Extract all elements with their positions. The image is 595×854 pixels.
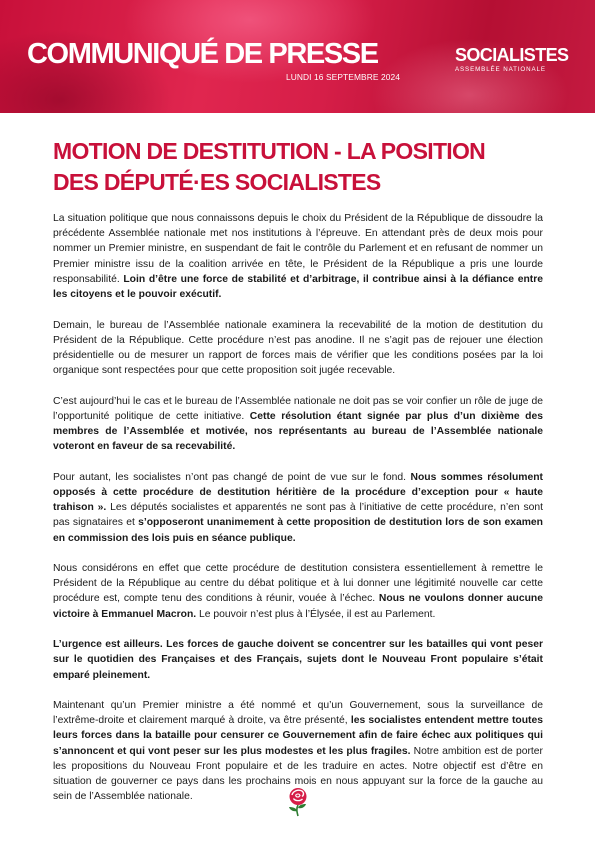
paragraph-bold: L’urgence est ailleurs. Les forces de gauche doivent se concentrer sur les batailles qui vont peser sur le quotidien des Françaises et des Français, sujets dont le Nouveau Front populaire s’était emparé pleinement. bbox=[53, 639, 543, 681]
paragraph-text: Maintenant qu’un Premier ministre a été nommé et qu’un Gouvernement, sous la surveillance de l’extrême-droite et clairement marqué à droite, va être présenté, bbox=[53, 700, 543, 727]
paragraph-text: C’est aujourd’hui le cas et le bureau de l’Assemblée nationale ne doit pas se voir confier un rôle de juge de l’opportunité politique de cette initiative. bbox=[53, 395, 543, 422]
paragraph-bold: Nous ne voulons donner aucune victoire à Emmanuel Macron. bbox=[53, 593, 543, 620]
paragraph-6 bbox=[53, 637, 543, 683]
headline-line-2: DES DÉPUTÉ·ES SOCIALISTES bbox=[53, 169, 381, 195]
press-release-date: LUNDI 16 SEPTEMBRE 2024 bbox=[285, 72, 400, 82]
paragraph-4 bbox=[53, 470, 543, 546]
header-banner bbox=[0, 0, 595, 113]
logo-subtitle: ASSEMBLÉE NATIONALE bbox=[455, 66, 546, 73]
socialistes-logo bbox=[455, 46, 575, 73]
paragraph-text: La situation politique que nous connaissons depuis le choix du Président de la République de dissoudre la précédente Assemblée nationale met nos institutions à l’épreuve. En attendant près de deux mois pour nommer un Premier ministre, en suspendant de fait le contrôle du Parlement et en refusant de nommer un Premier ministre issu de la coalition arrivée en tête, le Président de la République a pris une lourde responsabilité. bbox=[53, 213, 543, 285]
rose-icon bbox=[283, 786, 313, 818]
paragraph-text: Pour autant, les socialistes n’ont pas changé de point de vue sur le fond. bbox=[53, 471, 411, 483]
headline-line-1: MOTION DE DESTITUTION - LA POSITION bbox=[53, 138, 486, 164]
paragraph-bold: Loin d’être une force de stabilité et d’arbitrage, il contribue ainsi à la défiance entre les citoyens et le pouvoir exécutif. bbox=[53, 273, 543, 301]
paragraph-bold: s’opposeront unanimement à cette proposition de destitution lors de son examen en commission des lois puis en séance publique. bbox=[53, 517, 543, 544]
logo-wordmark: SOCIALISTES bbox=[455, 45, 569, 65]
headline bbox=[53, 136, 553, 198]
paragraph-text: Les députés socialistes et apparentés ne sont pas à l’initiative de cette procédure, n’en sont pas signataires et bbox=[53, 502, 543, 529]
paragraph-bold: Cette résolution étant signée par plus d’un dixième des membres de l’Assemblée et motivée, nos représentants au bureau de l’Assemblée nationale voteront en faveur de sa recevabilité. bbox=[53, 410, 543, 453]
paragraph-text: Demain, le bureau de l’Assemblée nationale examinera la recevabilité de la motion de destitution du Président de la République. Cette procédure n’est pas anodine. Il ne s’agit pas de rejouer une élection présidentielle ou de mesurer un rapport de forces mais de vérifier que les conditions posées par la loi organique sont respectées pour que cette proposition soit jugée recevable. bbox=[53, 319, 543, 377]
paragraph-1 bbox=[53, 211, 543, 302]
paragraph-3 bbox=[53, 394, 543, 455]
paragraph-text: Notre ambition est de porter les propositions du Nouveau Front populaire et de les traduire en actes. Notre objectif est d’être en situation de gouverner ce pays dans les prochains mois en nous appuyant sur la force de la gauche au sein de l’Assemblée nationale. bbox=[53, 745, 543, 803]
paragraph-bold: Nous sommes résolument opposés à cette procédure de destitution héritière de la procédure d’exception pour « haute trahison ». bbox=[53, 471, 543, 514]
paragraph-text: Nous considérons en effet que cette procédure de destitution consistera essentiellement à remettre le Président de la République au centre du débat politique et à lui donner une légitimité nouvelle car cette procédure est, compte tenu des conditions à réunir, vouée à l’échec. bbox=[53, 563, 543, 605]
press-release-title: COMMUNIQUÉ DE PRESSE bbox=[27, 38, 378, 70]
paragraph-2 bbox=[53, 318, 543, 379]
paragraph-5 bbox=[53, 561, 543, 622]
paragraph-text: Le pouvoir n’est plus à l’Élysée, il est au Parlement. bbox=[196, 608, 436, 620]
body-text bbox=[53, 211, 543, 820]
paragraph-bold: les socialistes entendent mettre toutes leurs forces dans la bataille pour censurer ce Gouvernement afin de faire échec aux politiques qui s’annoncent et qui vont peser sur les plus modestes et les plus fragiles. bbox=[53, 715, 543, 757]
